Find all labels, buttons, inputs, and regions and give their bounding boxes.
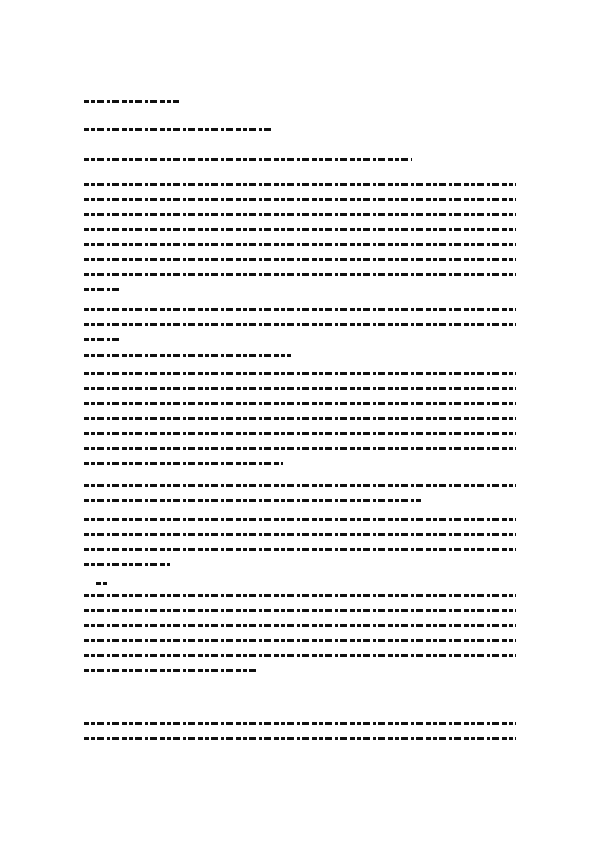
text-line <box>84 258 516 261</box>
header-line-2 <box>84 128 274 131</box>
text-line <box>84 308 516 311</box>
text-line <box>84 518 516 521</box>
paragraph-3 <box>84 372 516 477</box>
text-line <box>84 213 516 216</box>
text-line <box>84 624 516 627</box>
text-line <box>84 669 257 672</box>
text-line <box>84 183 516 186</box>
text-line <box>84 243 516 246</box>
text-line <box>84 548 516 551</box>
text-line <box>84 198 516 201</box>
paragraph-1 <box>84 183 516 303</box>
text-line <box>84 387 516 390</box>
section-heading-line <box>84 354 291 357</box>
section-heading-1 <box>84 158 516 173</box>
text-line <box>84 447 516 450</box>
text-line <box>84 533 516 536</box>
text-line <box>84 462 283 465</box>
text-line <box>84 338 119 341</box>
text-line <box>84 273 516 276</box>
document-subheader <box>84 128 516 143</box>
paragraph-4 <box>84 484 516 514</box>
text-line <box>84 323 516 326</box>
text-line <box>84 402 516 405</box>
text-line <box>84 432 516 435</box>
header-line-1 <box>84 100 179 103</box>
dash-line <box>96 582 109 585</box>
text-line <box>84 654 516 657</box>
text-line <box>84 639 516 642</box>
text-line <box>84 417 516 420</box>
paragraph-2 <box>84 308 516 353</box>
paragraph-5 <box>84 518 516 578</box>
text-line <box>84 563 170 566</box>
text-line <box>84 484 516 487</box>
paragraph-7 <box>84 722 516 752</box>
text-line <box>84 737 516 740</box>
section-heading-2 <box>84 354 516 369</box>
text-line <box>84 228 516 231</box>
text-line <box>84 609 516 612</box>
section-heading-line <box>84 158 412 161</box>
text-line <box>84 372 516 375</box>
text-line <box>84 288 119 291</box>
text-line <box>84 499 421 502</box>
document-header <box>84 100 516 115</box>
text-line <box>84 722 516 725</box>
text-line <box>84 594 516 597</box>
paragraph-6 <box>84 594 516 684</box>
